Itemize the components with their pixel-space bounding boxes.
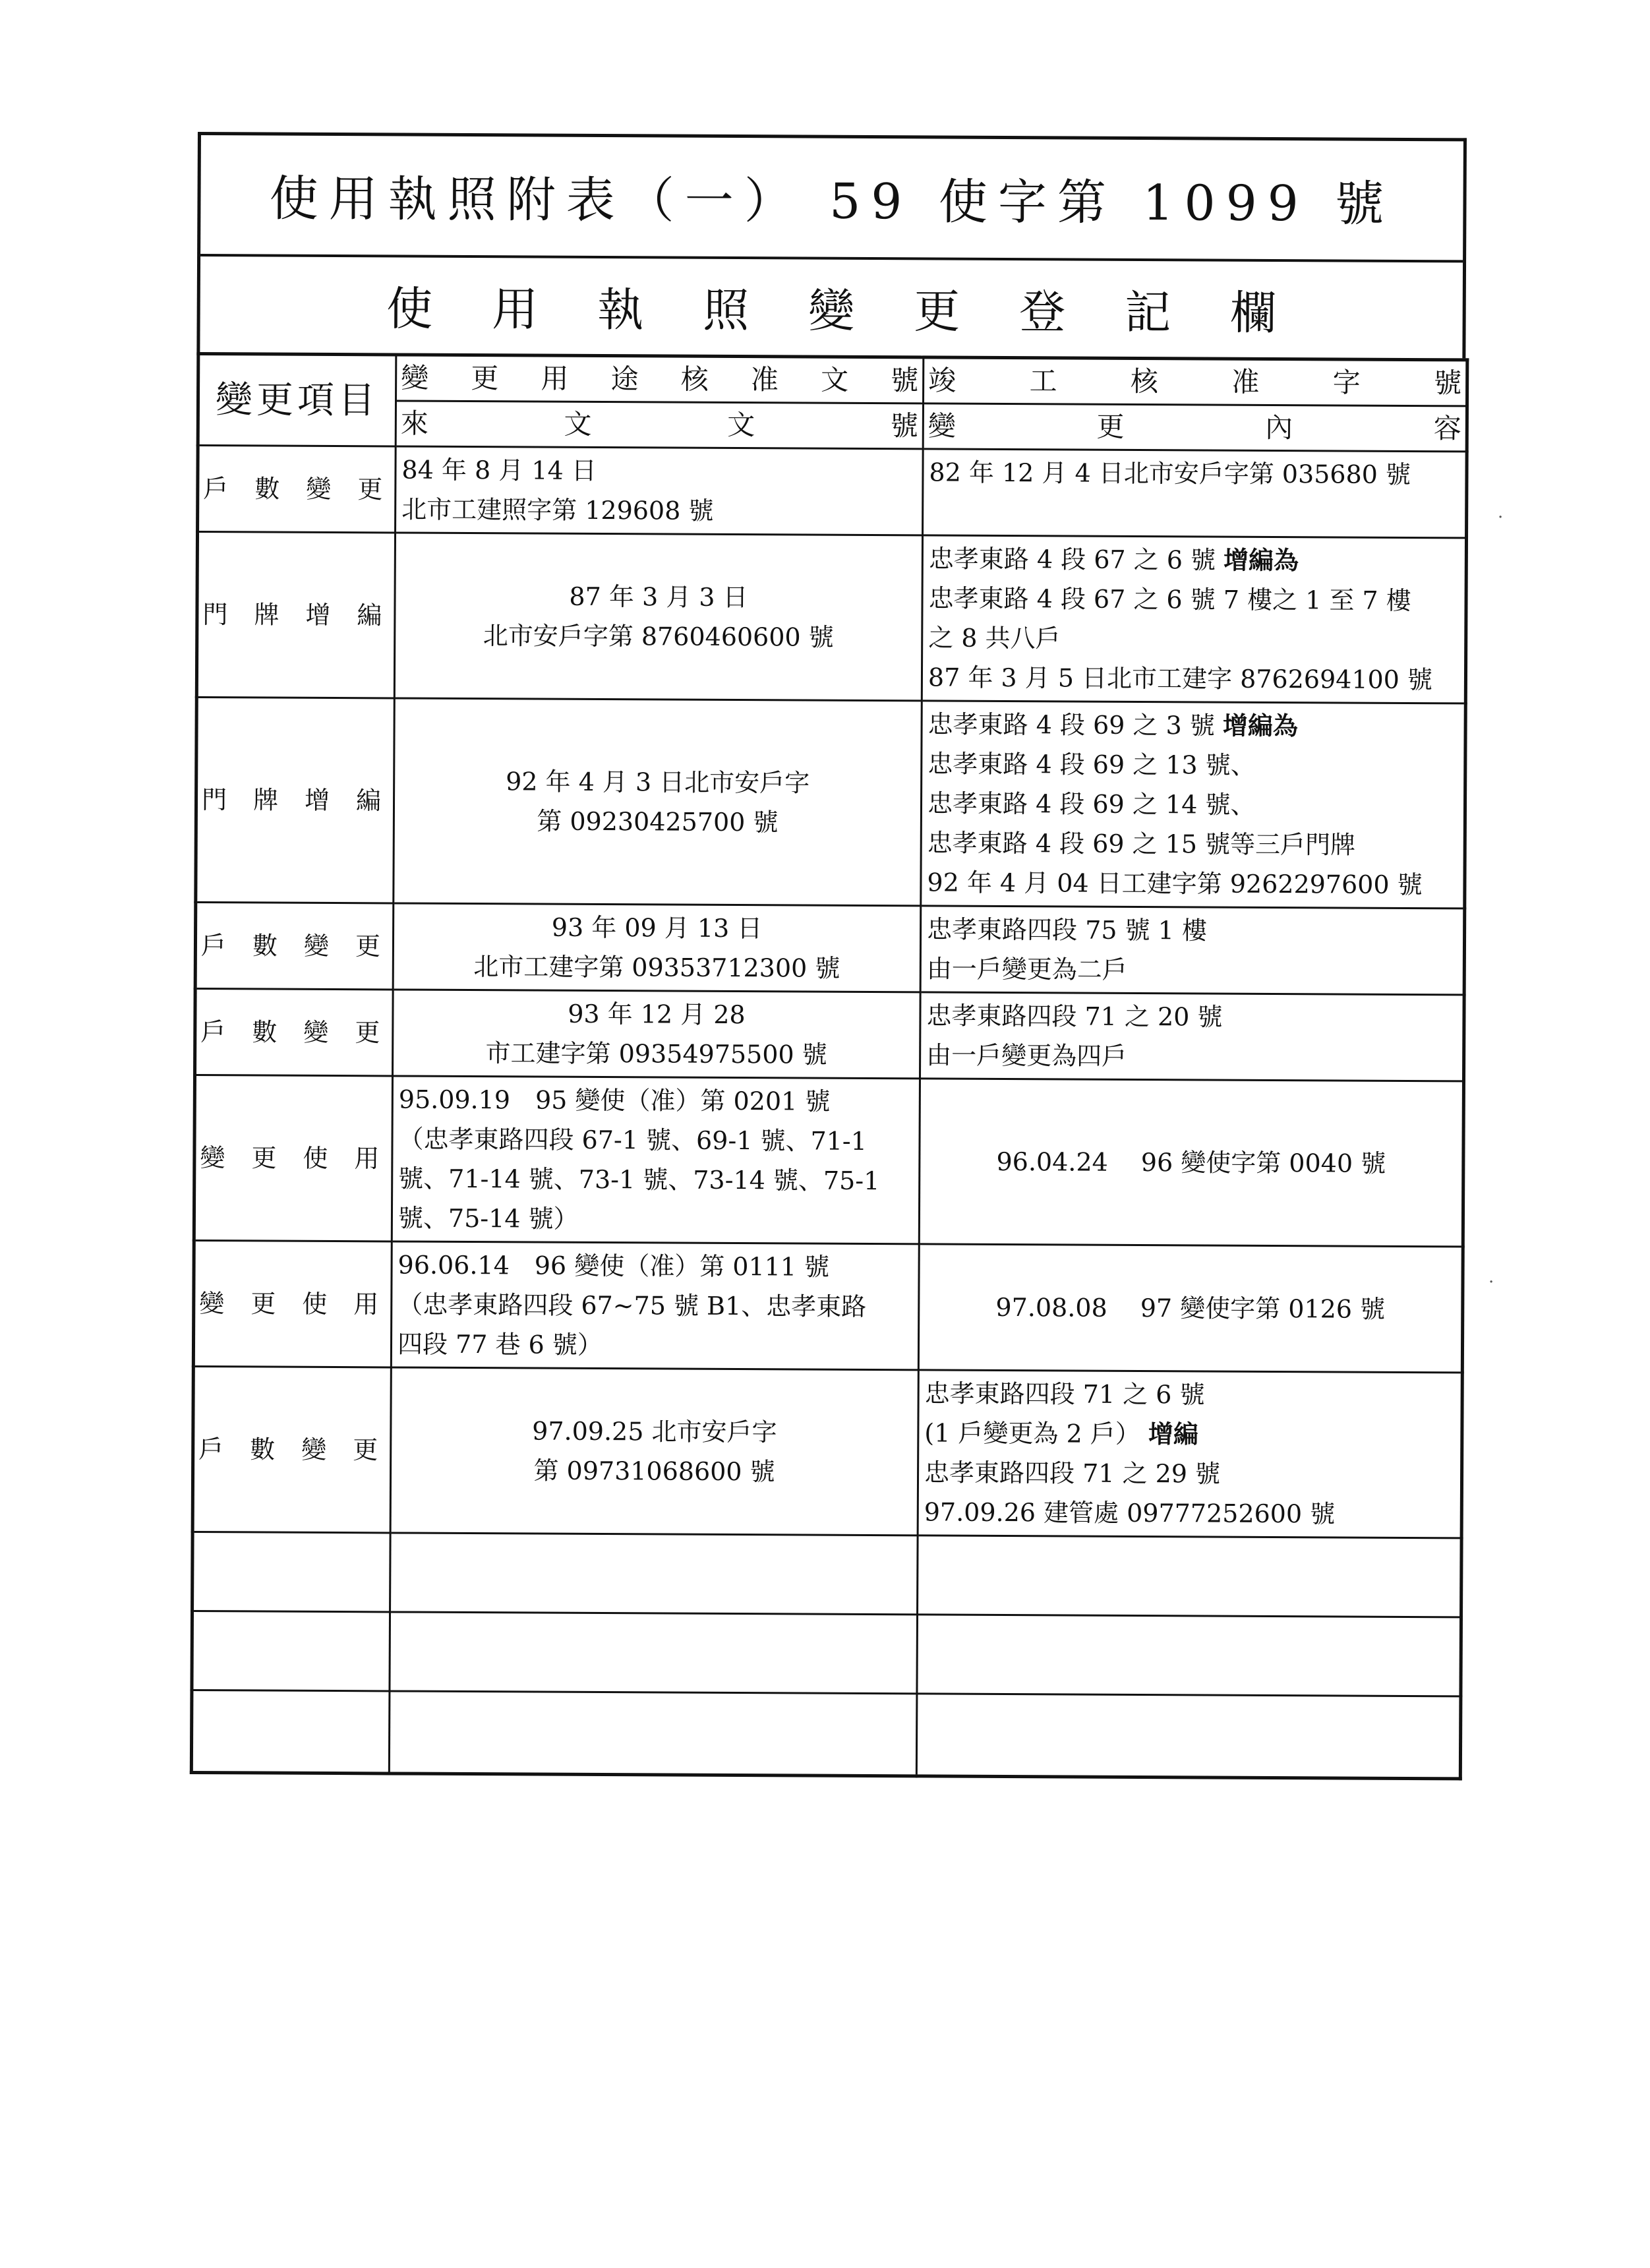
section-title: 使用執照變更登記欄 [386, 282, 1336, 341]
empty-cell [390, 1612, 918, 1694]
row-item-label: 變更使用 [194, 1075, 392, 1241]
document-title: 使用執照附表（一） 59 使字第 1099 號 [200, 135, 1463, 262]
empty-cell [389, 1691, 917, 1776]
row-change-content: 忠孝東路 4 段 69 之 3 號 增編為 忠孝東路 4 段 69 之 13 號、 忠孝東路 4 段 69 之 14 號、 忠孝東路 4 段 69 之 15 號等三戶門牌 92 年 4 月 04 日工建字第 9262297600 號 [921, 701, 1466, 909]
row-approval-doc: 93 年 09 月 13 日 北市工建字第 09353712300 號 [393, 903, 921, 992]
empty-row [192, 1611, 1461, 1696]
row-item-label: 戶數變更 [198, 446, 396, 533]
table-row [195, 988, 1465, 1081]
table-row [196, 532, 1466, 703]
table-row [195, 902, 1465, 994]
row-approval-doc: 95.09.19 95 變使（准）第 0201 號 （忠孝東路四段 67-1 號、69-1 號、71-1 號、71-14 號、73-1 號、73-14 號、75-1 號、75-14 號） [392, 1076, 920, 1244]
row-approval-doc: 97.09.25 北市安戶字 第 09731068600 號 [390, 1367, 918, 1536]
row-change-content: 96.04.24 96 變使字第 0040 號 [919, 1079, 1463, 1247]
row-item-label: 戶數變更 [195, 902, 394, 989]
empty-cell [192, 1611, 390, 1690]
row-item-label: 變更使用 [193, 1240, 392, 1367]
empty-cell [917, 1615, 1461, 1696]
empty-cell [918, 1536, 1462, 1617]
table-row [192, 1366, 1462, 1537]
row-approval-doc: 96.06.14 96 變使（准）第 0111 號 （忠孝東路四段 67~75 號 B1、忠孝東路 四段 77 巷 6 號） [391, 1241, 919, 1370]
row-approval-doc: 93 年 12 月 28 市工建字第 09354975500 號 [393, 990, 921, 1079]
empty-cell [916, 1694, 1461, 1779]
row-approval-doc: 87 年 3 月 3 日 北市安戶字第 8760460600 號 [394, 533, 922, 701]
header-row-1 [198, 354, 1467, 406]
row-item-label: 門牌增編 [196, 532, 395, 698]
row-approval-doc: 84 年 8 月 14 日 北市工建照字第 129608 號 [396, 446, 924, 535]
empty-cell [192, 1532, 391, 1611]
title-box [196, 132, 1467, 358]
table-row [196, 698, 1465, 909]
license-appendix-document [190, 132, 1467, 1780]
row-change-content: 忠孝東路四段 75 號 1 樓 由一戶變更為二戶 [920, 906, 1465, 995]
scan-speck: · [1488, 1272, 1494, 1292]
table-row [193, 1240, 1463, 1372]
row-change-content: 82 年 12 月 4 日北市安戶字第 035680 號 [923, 449, 1467, 538]
empty-row [191, 1690, 1461, 1778]
table-row [198, 446, 1467, 538]
row-item-label: 戶數變更 [195, 988, 394, 1075]
row-change-content: 忠孝東路四段 71 之 6 號 (1 戶變更為 2 戶） 增編 忠孝東路四段 71 之 29 號 97.09.26 建管處 09777252600 號 [918, 1370, 1462, 1538]
empty-cell [390, 1533, 918, 1615]
table-row [194, 1075, 1463, 1246]
row-item-label: 門牌增編 [196, 698, 395, 903]
row-approval-doc: 92 年 4 月 3 日北市安戶字 第 09230425700 號 [394, 698, 922, 906]
row-change-content: 忠孝東路 4 段 67 之 6 號 增編為 忠孝東路 4 段 67 之 6 號 7 樓之 1 至 7 樓 之 8 共八戶 87 年 3 月 5 日北市工建字 8762694100 號 [922, 535, 1466, 703]
header-change-item: 變更項目 [198, 354, 396, 446]
row-change-content: 忠孝東路四段 71 之 20 號 由一戶變更為四戶 [920, 992, 1464, 1081]
header-change-content: 變更內容 [923, 403, 1467, 452]
empty-row [192, 1532, 1462, 1617]
header-completion-number: 竣工核准字號 [924, 357, 1467, 406]
scan-speck: · [1498, 508, 1504, 527]
empty-cell [191, 1690, 390, 1773]
row-change-content: 97.08.08 97 變使字第 0126 號 [918, 1244, 1463, 1373]
change-register-table [190, 352, 1469, 1780]
header-approval-doc: 變更用途核准文號 [396, 355, 924, 403]
row-item-label: 戶數變更 [192, 1366, 391, 1532]
header-incoming-doc: 來文文號 [396, 401, 923, 449]
